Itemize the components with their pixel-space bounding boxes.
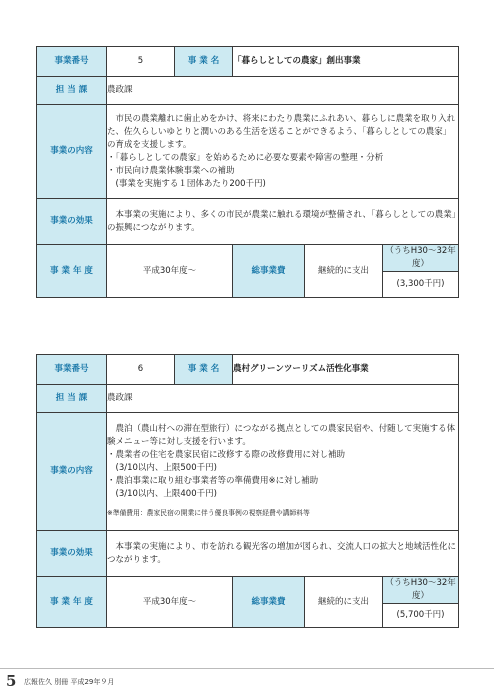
project-card-5 <box>36 46 459 298</box>
page-number: 5 <box>6 672 17 690</box>
project-name-label: 事 業 名 <box>175 47 233 77</box>
content-note: ※準備費用：農家民宿の開業に伴う優良事例の視察経費や講師料等 <box>107 509 310 517</box>
project-title: 農村グリーンツーリズム活性化事業 <box>233 355 459 385</box>
content-body <box>107 105 459 199</box>
content-intro: 市民の農業離れに歯止めをかけ、将来にわたり農業にふれあい、暮らしに農業を取り入れた、佐久らしいゆとりと潤いのある生活を送ることができるよう、「暮らしとしての農家」の育成を支援します。 <box>107 113 456 150</box>
content-bullet: ・農業者の住宅を農家民宿に改修する際の改修費用に対し補助 <box>107 450 346 460</box>
effect-label: 事業の効果 <box>37 531 107 577</box>
section-label: 担 当 課 <box>37 385 107 413</box>
cost-text: 継続的に支出 <box>305 245 383 298</box>
section-value: 農政課 <box>107 77 459 105</box>
cost-label: 総事業費 <box>233 245 305 298</box>
budget-period: （うちH30～32年度） <box>383 577 459 604</box>
effect-body <box>107 199 459 245</box>
budget-period: （うちH30～32年度） <box>383 245 459 272</box>
content-label: 事業の内容 <box>37 105 107 199</box>
budget-amount: (3,300千円) <box>383 272 459 298</box>
content-bullet-detail: (3/10以内、上限400千円) <box>115 489 217 499</box>
content-bullet-detail: (3/10以内、上限500千円) <box>115 463 217 473</box>
year-label: 事 業 年 度 <box>37 245 107 298</box>
cost-text: 継続的に支出 <box>305 577 383 628</box>
effect-label: 事業の効果 <box>37 199 107 245</box>
year-value: 平成30年度～ <box>107 577 233 628</box>
content-bullet: ・農泊事業に取り組む事業者等の準備費用※に対し補助 <box>107 476 319 486</box>
year-value: 平成30年度～ <box>107 245 233 298</box>
project-name-label: 事 業 名 <box>175 355 233 385</box>
project-number-label: 事業番号 <box>37 355 107 385</box>
section-label: 担 当 課 <box>37 77 107 105</box>
cost-label: 総事業費 <box>233 577 305 628</box>
budget-amount: (5,700千円) <box>383 604 459 628</box>
footer-divider <box>0 668 494 669</box>
content-body <box>107 413 459 531</box>
content-bullet-detail: (事業を実施する１団体あたり200千円) <box>115 178 266 189</box>
section-value: 農政課 <box>107 385 459 413</box>
content-bullet: ・「暮らしとしての農家」を始めるために必要な要素や障害の整理・分析 <box>107 152 384 163</box>
project-title: 「暮らしとしての農家」創出事業 <box>233 47 459 77</box>
publication-name: 広報佐久 別冊 平成29年９月 <box>24 678 115 686</box>
project-number: 5 <box>107 47 175 77</box>
content-label: 事業の内容 <box>37 413 107 531</box>
page-footer <box>0 668 494 700</box>
content-intro: 農泊（農山村への滞在型旅行）につながる拠点としての農家民宿や、付随して実施する体験メニュー等に対し支援を行います。 <box>107 424 456 447</box>
project-number: 6 <box>107 355 175 385</box>
project-card-6 <box>36 354 459 628</box>
year-label: 事 業 年 度 <box>37 577 107 628</box>
project-number-label: 事業番号 <box>37 47 107 77</box>
effect-text: 本事業の実施により、多くの市民が農業に触れる環境が整備され、「暮らしとしての農業」の振興につながります。 <box>107 209 457 233</box>
effect-body <box>107 531 459 577</box>
effect-text: 本事業の実施により、市を訪れる観光客の増加が図られ、交流人口の拡大と地域活性化につながります。 <box>107 541 457 565</box>
content-bullet: ・市民向け農業体験事業への補助 <box>107 165 235 176</box>
